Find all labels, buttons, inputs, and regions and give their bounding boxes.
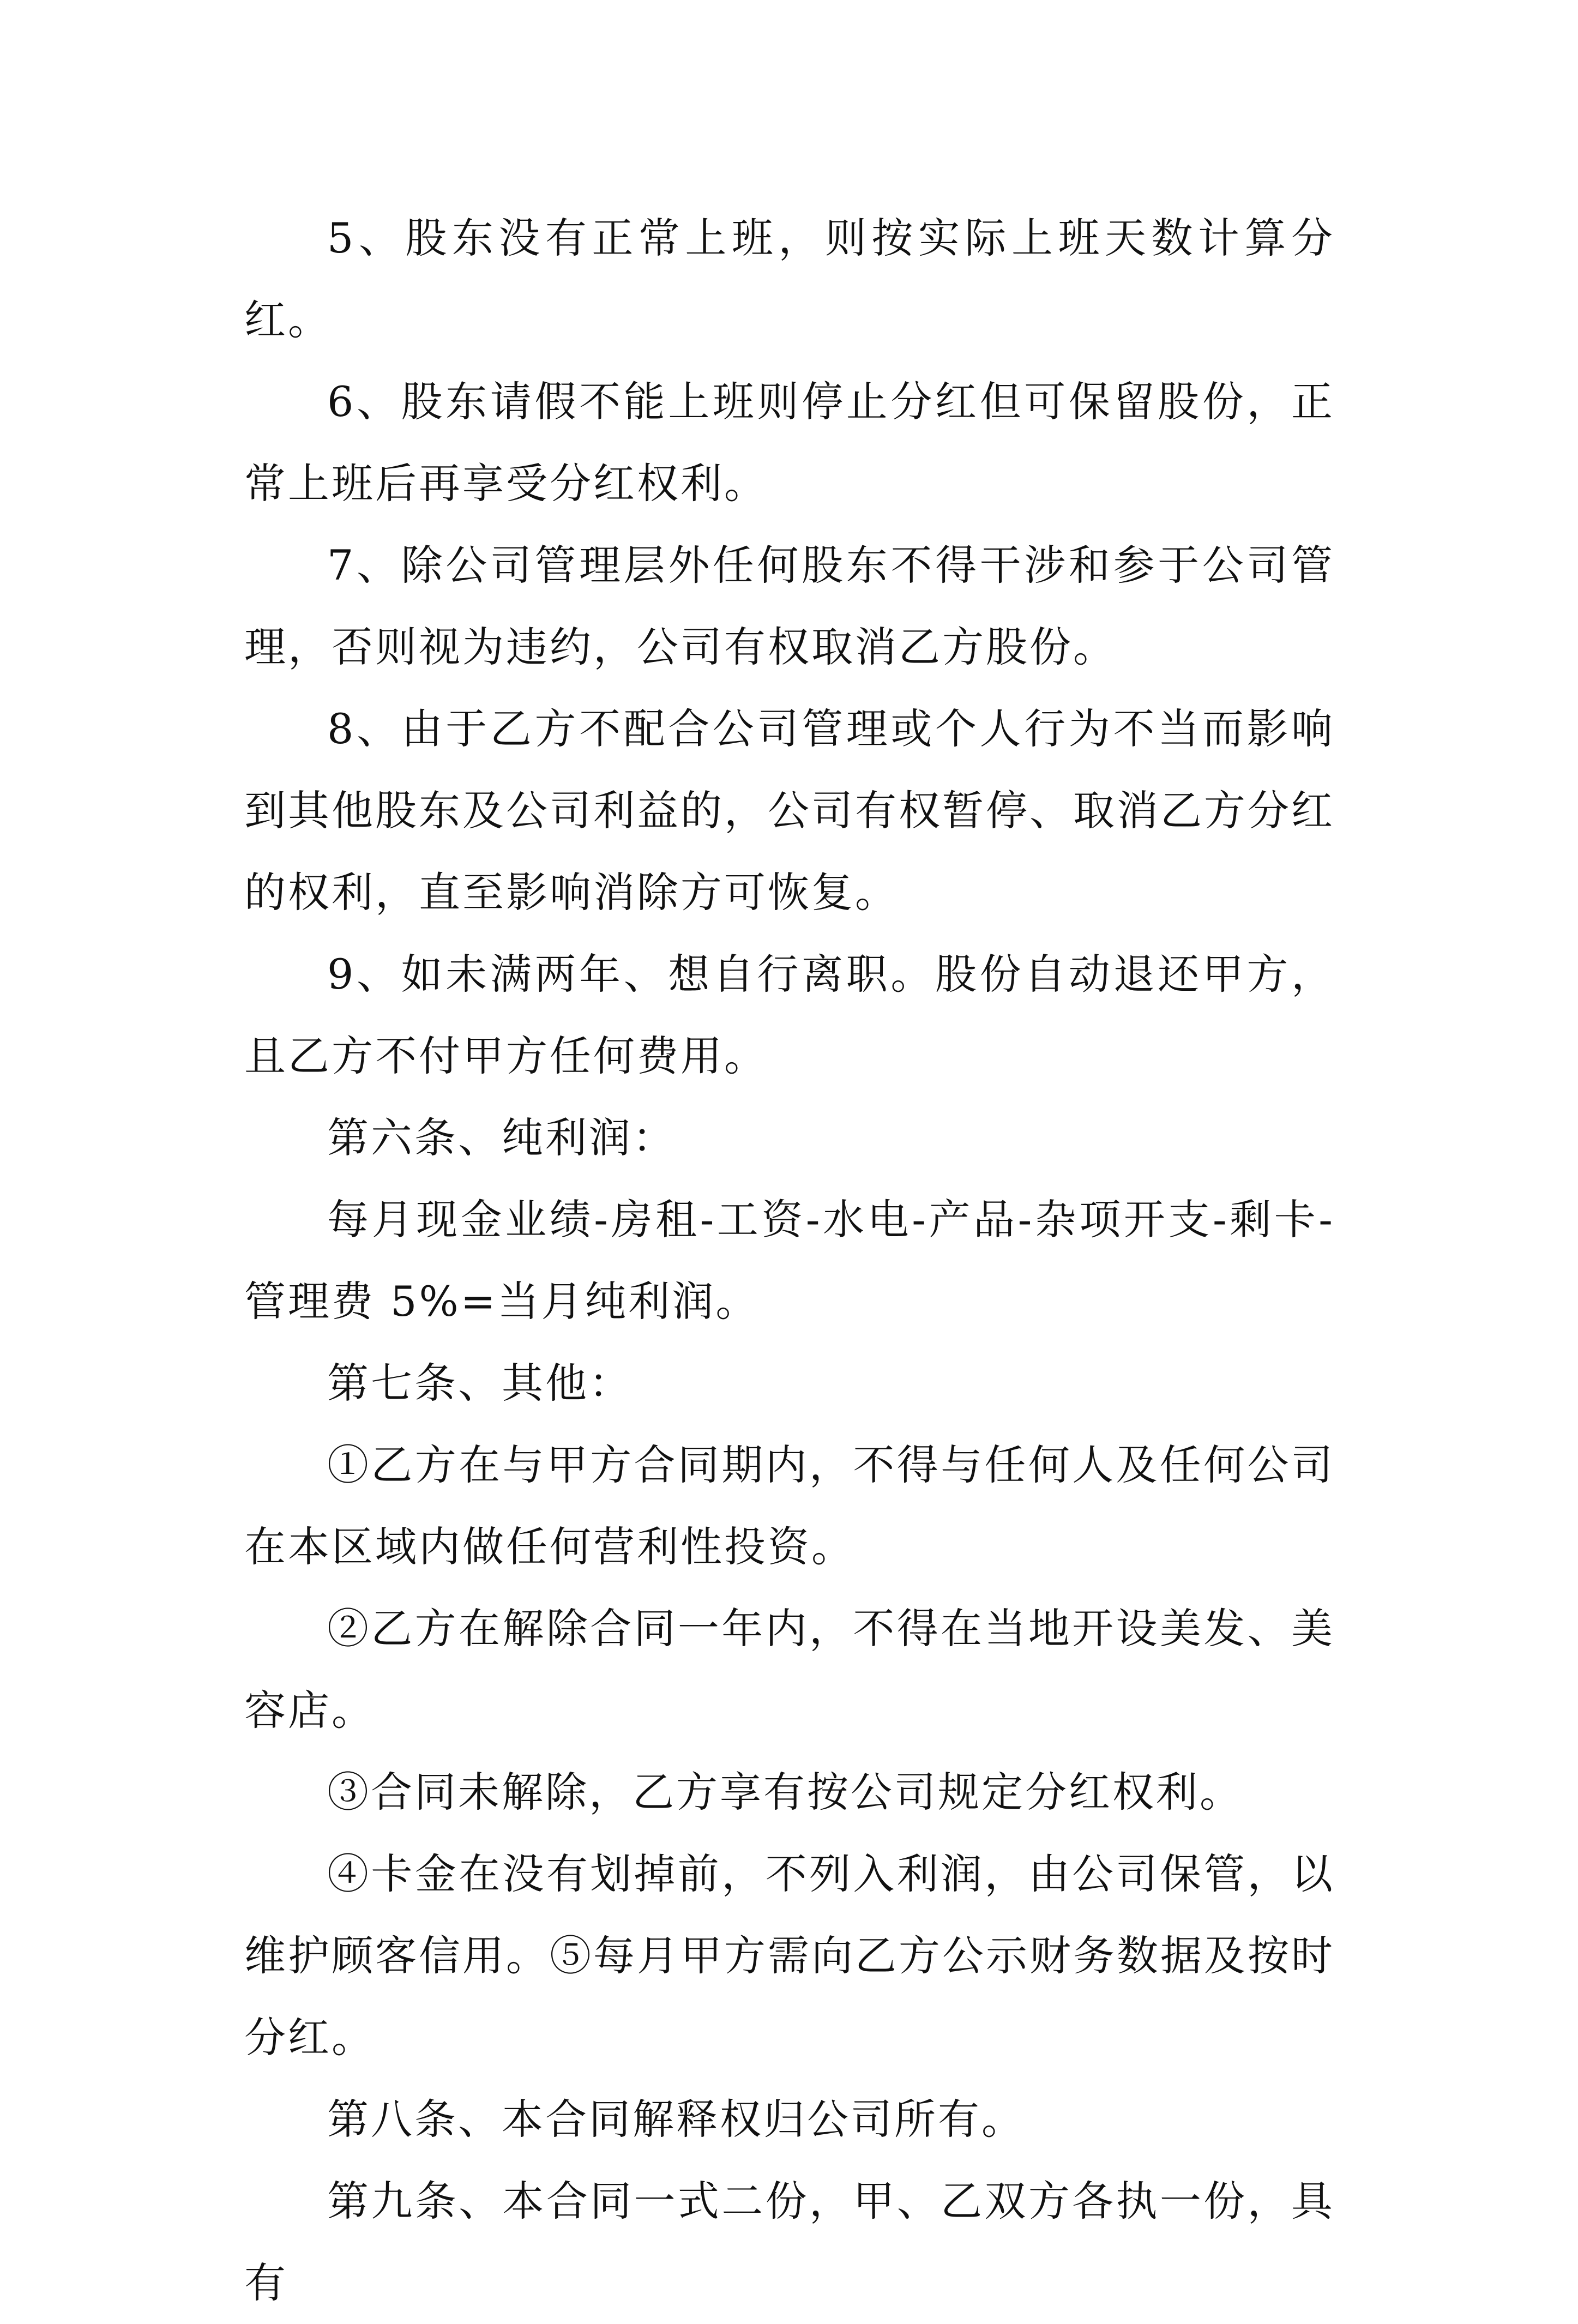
- article-8: 第八条、本合同解释权归公司所有。: [327, 2095, 1025, 2144]
- article-7-item-4-5: ④卡金在没有划掉前，不列入利润，由公司保管，以维护顾客信用。⑤每月甲方需向乙方公示财务数据及按时分红。: [244, 1850, 1335, 2062]
- document-body: [244, 197, 1335, 2324]
- article-7-item-3: ③合同未解除，乙方享有按公司规定分红权利。: [327, 1768, 1243, 1816]
- article-7-heading: 第七条、其他：: [327, 1359, 633, 1407]
- clause-9: 9、如未满两年、想自行离职。股份自动退还甲方，且乙方不付甲方任何费用。: [244, 950, 1335, 1080]
- article-6-heading: 第六条、纯利润：: [327, 1113, 676, 1162]
- article-9: 第九条、本合同一式二份，甲、乙双方各执一份，具有: [244, 2177, 1335, 2307]
- clause-8: 8、由于乙方不配合公司管理或个人行为不当而影响到其他股东及公司利益的，公司有权暂停、取消乙方分红的权利，直至影响消除方可恢复。: [244, 705, 1335, 917]
- article-7-item-2: ②乙方在解除合同一年内，不得在当地开设美发、美容店。: [244, 1604, 1335, 1735]
- clause-5: 5、股东没有正常上班，则按实际上班天数计算分红。: [244, 214, 1335, 344]
- clause-6: 6、股东请假不能上班则停止分红但可保留股份，正常上班后再享受分红权利。: [244, 377, 1335, 508]
- article-7-item-1: ①乙方在与甲方合同期内，不得与任何人及任何公司在本区域内做任何营利性投资。: [244, 1441, 1335, 1571]
- article-6-formula: 每月现金业绩-房租-工资-水电-产品-杂项开支-剩卡-管理费 5%=当月纯利润。: [244, 1195, 1335, 1326]
- clause-7: 7、除公司管理层外任何股东不得干涉和参于公司管理，否则视为违约，公司有权取消乙方股份。: [244, 541, 1335, 671]
